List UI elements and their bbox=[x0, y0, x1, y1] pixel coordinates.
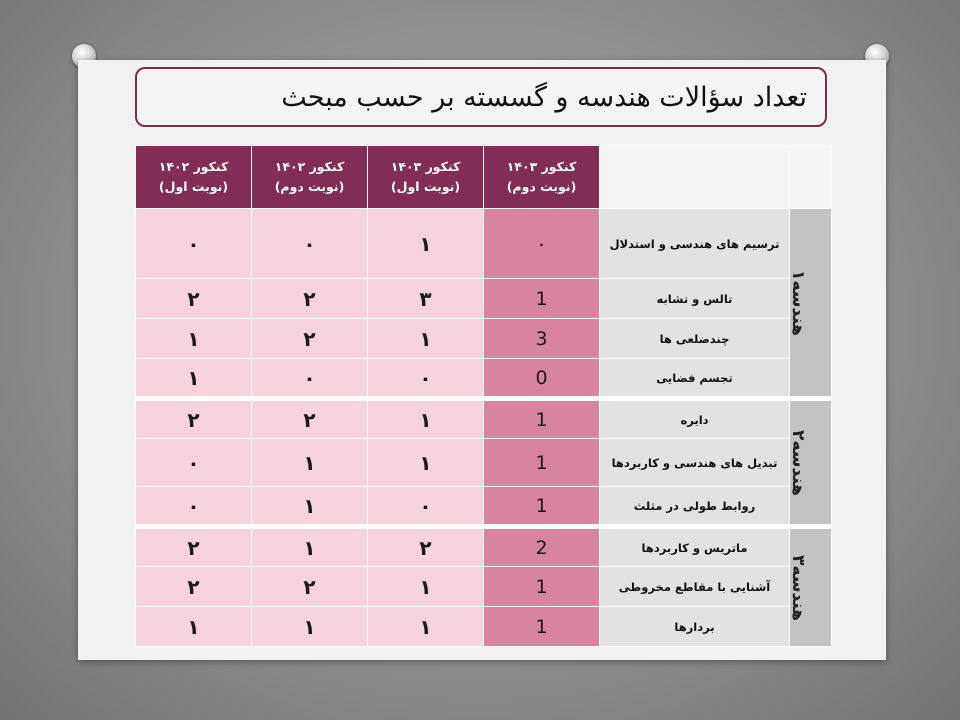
topic-cell: ماتریس و کاربردها bbox=[600, 527, 790, 567]
value-cell: 1 bbox=[484, 279, 600, 319]
table-row bbox=[136, 319, 832, 359]
value-cell: ۰ bbox=[368, 359, 484, 399]
value-cell: ۰ bbox=[368, 487, 484, 527]
topic-cell: چندضلعی ها bbox=[600, 319, 790, 359]
value-cell: 1 bbox=[484, 439, 600, 487]
topic-cell: دایره bbox=[600, 399, 790, 439]
table-row bbox=[136, 359, 832, 399]
value-cell: 1 bbox=[484, 567, 600, 607]
header-topic-cell bbox=[600, 146, 790, 209]
header-blank-cell bbox=[790, 146, 832, 209]
value-cell: ۲ bbox=[136, 527, 252, 567]
value-cell: ۱ bbox=[368, 567, 484, 607]
header-row bbox=[136, 146, 832, 209]
table-row bbox=[136, 399, 832, 439]
title-box bbox=[135, 67, 827, 127]
table-row bbox=[136, 607, 832, 647]
topic-cell: روابط طولی در مثلث bbox=[600, 487, 790, 527]
topic-cell: تالس و تشابه bbox=[600, 279, 790, 319]
value-cell: ۲ bbox=[252, 279, 368, 319]
column-header-1403-second: کنکور ۱۴۰۳ (نوبت دوم) bbox=[484, 146, 600, 209]
group-label-geometry-3: هندسه۳ bbox=[790, 527, 832, 647]
value-cell: ۲ bbox=[136, 399, 252, 439]
topic-cell: آشنایی با مقاطع مخروطی bbox=[600, 567, 790, 607]
topic-cell: ترسیم های هندسی و استدلال bbox=[600, 209, 790, 279]
topic-cell: تبدیل های هندسی و کاربردها bbox=[600, 439, 790, 487]
value-cell: ۲ bbox=[136, 567, 252, 607]
value-cell: ۱ bbox=[368, 439, 484, 487]
table-row bbox=[136, 279, 832, 319]
value-cell: ۲ bbox=[252, 399, 368, 439]
value-cell: ۱ bbox=[252, 487, 368, 527]
value-cell: ۱ bbox=[252, 527, 368, 567]
table-row bbox=[136, 439, 832, 487]
value-cell: ۲ bbox=[252, 319, 368, 359]
topic-cell: تجسم فضایی bbox=[600, 359, 790, 399]
value-cell: ۱ bbox=[252, 607, 368, 647]
page-title: تعداد سؤالات هندسه و گسسته بر حسب مبحث bbox=[281, 81, 807, 113]
value-cell: ۲ bbox=[252, 567, 368, 607]
value-cell: ۱ bbox=[368, 319, 484, 359]
table-row bbox=[136, 527, 832, 567]
table-row bbox=[136, 567, 832, 607]
value-cell: ۰ bbox=[136, 439, 252, 487]
value-cell: ۰ bbox=[252, 209, 368, 279]
value-cell: 1 bbox=[484, 607, 600, 647]
value-cell: 2 bbox=[484, 527, 600, 567]
value-cell: ۱ bbox=[136, 319, 252, 359]
group-label-geometry-1: هندسه۱ bbox=[790, 209, 832, 399]
table-row bbox=[136, 209, 832, 279]
group-label-geometry-2: هندسه۲ bbox=[790, 399, 832, 527]
value-cell: ۱ bbox=[136, 359, 252, 399]
column-header-1402-second: کنکور ۱۴۰۲ (نوبت دوم) bbox=[252, 146, 368, 209]
value-cell: 1 bbox=[484, 399, 600, 439]
value-cell: 0 bbox=[484, 359, 600, 399]
column-header-1403-first: کنکور ۱۴۰۳ (نوبت اول) bbox=[368, 146, 484, 209]
value-cell: ۱ bbox=[252, 439, 368, 487]
value-cell: ۱ bbox=[368, 399, 484, 439]
value-cell: ۰ bbox=[136, 209, 252, 279]
topic-count-table bbox=[135, 145, 832, 647]
value-cell: ۰ bbox=[136, 487, 252, 527]
value-cell: ۳ bbox=[368, 279, 484, 319]
value-cell: ۰ bbox=[252, 359, 368, 399]
value-cell: ۱ bbox=[136, 607, 252, 647]
value-cell: ۱ bbox=[368, 607, 484, 647]
value-cell: ۲ bbox=[136, 279, 252, 319]
column-header-1402-first: کنکور ۱۴۰۲ (نوبت اول) bbox=[136, 146, 252, 209]
topic-cell: بردارها bbox=[600, 607, 790, 647]
value-cell: 3 bbox=[484, 319, 600, 359]
value-cell: ۰ bbox=[484, 209, 600, 279]
value-cell: ۱ bbox=[368, 209, 484, 279]
table-row bbox=[136, 487, 832, 527]
value-cell: ۲ bbox=[368, 527, 484, 567]
value-cell: 1 bbox=[484, 487, 600, 527]
